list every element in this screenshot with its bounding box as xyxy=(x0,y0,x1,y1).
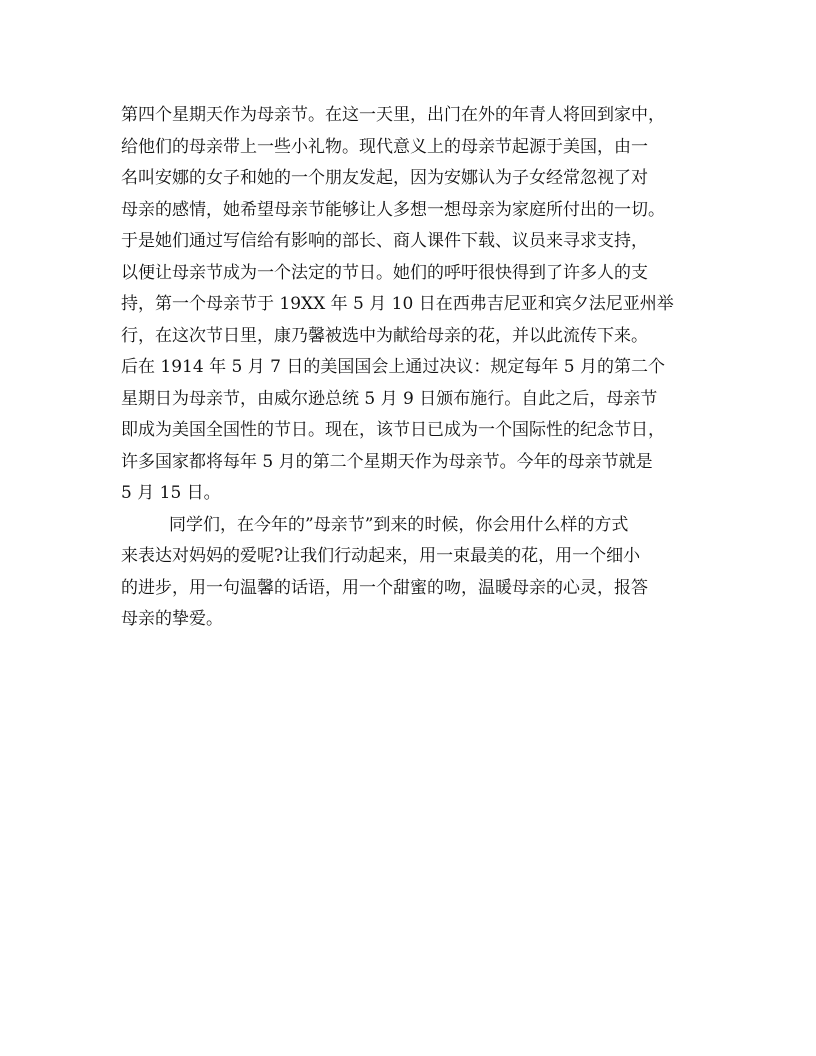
paragraph-2 xyxy=(121,510,701,636)
document-body xyxy=(121,100,701,636)
text-line: 以便让母亲节成为一个法定的节日。她们的呼吁很快得到了许多人的支 xyxy=(121,262,648,283)
text-line: 5 月 15 日。 xyxy=(121,483,221,503)
text-line: 名叫安娜的女子和她的一个朋友发起，因为安娜认为子女经常忽视了对 xyxy=(121,168,648,188)
text-line: 第四个星期天作为母亲节。在这一天里，出门在外的年青人将回到家中， xyxy=(121,105,665,125)
text-line: 来表达对妈妈的爱呢?让我们行动起来，用一束最美的花，用一个细小 xyxy=(121,546,641,566)
text-line: 给他们的母亲带上一些小礼物。现代意义上的母亲节起源于美国，由一 xyxy=(121,136,648,157)
text-line: 持，第一个母亲节于 19XX 年 5 月 10 日在西弗吉尼亚和宾夕法尼亚州举 xyxy=(121,294,674,314)
text-line: 行，在这次节日里，康乃馨被选中为献给母亲的花，并以此流传下来。 xyxy=(121,325,648,346)
text-line: 的进步，用一句温馨的话语，用一个甜蜜的吻，温暖母亲的心灵，报答 xyxy=(121,577,648,598)
text-line: 后在 1914 年 5 月 7 日的美国国会上通过决议：规定每年 5 月的第二个 xyxy=(121,357,665,377)
paragraph-1 xyxy=(121,100,701,510)
text-line: 即成为美国全国性的节日。现在，该节日已成为一个国际性的纪念节日， xyxy=(121,420,665,440)
text-line: 母亲的挚爱。 xyxy=(121,609,223,629)
text-line: 许多国家都将每年 5 月的第二个星期天作为母亲节。今年的母亲节就是 xyxy=(121,451,653,472)
text-line: 母亲的感情，她希望母亲节能够让人多想一想母亲为家庭所付出的一切。 xyxy=(121,199,665,220)
text-line: 同学们，在今年的”母亲节”到来的时候，你会用什么样的方式 xyxy=(169,514,629,535)
text-line: 于是她们通过写信给有影响的部长、商人课件下载、议员来寻求支持， xyxy=(121,231,648,251)
text-line: 星期日为母亲节，由威尔逊总统 5 月 9 日颁布施行。自此之后，母亲节 xyxy=(121,388,658,409)
